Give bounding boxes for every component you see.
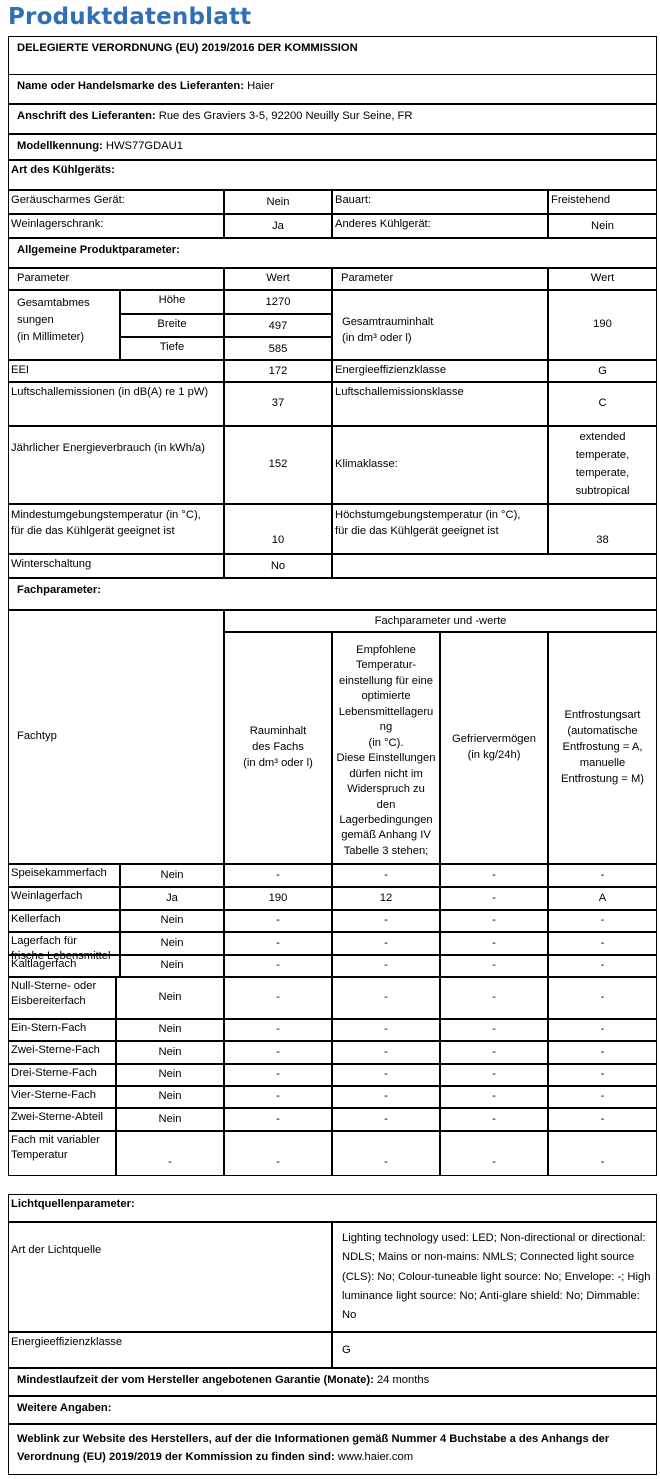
energy-consumption-value: 152 <box>224 426 332 504</box>
compartment-present: - <box>116 1131 224 1176</box>
light-source-type-value: Lighting technology used: LED; Non-directional or directional: NDLS; Mains or non-mains: NMLS; Connected light source (CLS): No; Colour-tuneable light source: No; Envelope: -; High luminance light source: No; Anti-glare shield: No; Dimmable: No <box>332 1222 657 1332</box>
compartment-defrost-type: - <box>548 932 657 955</box>
compartment-name: Lagerfach für frische Lebensmittel <box>8 932 120 955</box>
supplier-address-label: Anschrift des Lieferanten: <box>17 110 156 122</box>
low-noise-label: Geräuscharmes Gerät: <box>8 190 224 214</box>
supplier-address-row <box>8 104 657 134</box>
climate-class-value: extended temperate, temperate, subtropical <box>548 426 657 504</box>
compartment-defrost-type: - <box>548 1108 657 1131</box>
compartment-defrost-type: - <box>548 1131 657 1176</box>
compartment-freezing-capacity: - <box>440 1064 548 1086</box>
compartment-temp: - <box>332 864 440 887</box>
compartment-freezing-capacity: - <box>440 932 548 955</box>
compartment-volume: - <box>224 1064 332 1086</box>
compartment-volume: - <box>224 1131 332 1176</box>
compartment-volume: - <box>224 1108 332 1131</box>
min-ambient-temp-value: 10 <box>224 504 332 554</box>
eei-label: EEI <box>8 360 224 382</box>
compartment-volume: - <box>224 1041 332 1064</box>
compartment-temp: - <box>332 1086 440 1108</box>
light-source-type-label: Art der Lichtquelle <box>8 1222 332 1332</box>
noise-label: Luftschallemissionen (in dB(A) re 1 pW) <box>8 382 224 426</box>
product-data-sheet <box>8 36 657 1475</box>
design-value: Freistehend <box>548 190 657 214</box>
wine-cabinet-value: Ja <box>224 214 332 238</box>
model-id: HWS77GDAU1 <box>105 140 183 152</box>
compartment-freezing-capacity: - <box>440 887 548 910</box>
compartment-volume: - <box>224 1086 332 1108</box>
compartment-present: Nein <box>116 1086 224 1108</box>
compartment-present: Nein <box>120 932 224 955</box>
document-title: Produktdatenblatt <box>8 4 252 30</box>
compartment-defrost-type: - <box>548 1064 657 1086</box>
depth-value: 585 <box>224 337 332 360</box>
further-info-heading: Weitere Angaben: <box>8 1396 657 1424</box>
compartment-name: Zwei-Sterne-Abteil <box>8 1108 116 1131</box>
compartment-params-heading: Fachparameter: <box>8 578 657 610</box>
energy-class-value: G <box>548 360 657 382</box>
recommended-temp-header: Empfohlene Temperatur- einstellung für eine optimierte Lebensmittellageru ng (in °C). Diese Einstellungen dürfen nicht im Widerspruch zu den Lagerbedingungen gemäß Anhang IV Tabelle 3 stehen; <box>332 632 440 864</box>
compartment-present: Nein <box>116 1041 224 1064</box>
compartment-freezing-capacity: - <box>440 1041 548 1064</box>
model-row <box>8 134 657 160</box>
winter-setting-empty <box>332 554 657 578</box>
noise-class-label: Luftschallemissionsklasse <box>332 382 548 426</box>
wine-cabinet-label: Weinlagerschrank: <box>8 214 224 238</box>
weblink-value: www.haier.com <box>337 1450 414 1463</box>
light-energy-class-value: G <box>332 1332 657 1368</box>
width-label: Breite <box>120 314 224 337</box>
compartment-defrost-type: - <box>548 977 657 1019</box>
regulation-title: DELEGIERTE VERORDNUNG (EU) 2019/2016 DER KOMMISSION <box>8 36 657 74</box>
compartment-freezing-capacity: - <box>440 1019 548 1041</box>
dimensions-label: Gesamtabmes sungen (in Millimeter) <box>8 290 120 360</box>
appliance-type-heading: Art des Kühlgeräts: <box>8 160 657 190</box>
compartment-volume: - <box>224 932 332 955</box>
compartment-defrost-type: - <box>548 1086 657 1108</box>
compartment-temp: - <box>332 1041 440 1064</box>
defrost-type-header: Entfrostungsart (automatische Entfrostung = A, manuelle Entfrostung = M) <box>548 632 657 864</box>
noise-class-value: C <box>548 382 657 426</box>
low-noise-value: Nein <box>224 190 332 214</box>
freezing-capacity-header: Gefriervermögen (in kg/24h) <box>440 632 548 864</box>
compartment-present: Nein <box>116 1019 224 1041</box>
weblink-row <box>8 1424 657 1475</box>
height-label: Höhe <box>120 290 224 314</box>
compartment-present: Nein <box>116 1108 224 1131</box>
param-header-left: Parameter <box>8 268 224 290</box>
energy-consumption-label: Jährlicher Energieverbrauch (in kWh/a) <box>8 426 224 504</box>
compartment-temp: - <box>332 910 440 932</box>
supplier-name-label: Name oder Handelsmarke des Lieferanten: <box>17 80 244 92</box>
design-label: Bauart: <box>332 190 548 214</box>
compartment-type-header: Fachtyp <box>8 610 224 864</box>
compartment-present: Ja <box>120 887 224 910</box>
compartment-name: Kellerfach <box>8 910 120 932</box>
compartment-volume: - <box>224 1019 332 1041</box>
value-header-left: Wert <box>224 268 332 290</box>
min-ambient-temp-label: Mindestumgebungstemperatur (in °C), für die das Kühlgerät geeignet ist <box>8 504 224 554</box>
supplier-name-row <box>8 74 657 104</box>
width-value: 497 <box>224 314 332 337</box>
winter-setting-label: Winterschaltung <box>8 554 224 578</box>
compartment-name: Zwei-Sterne-Fach <box>8 1041 116 1064</box>
compartment-name: Vier-Sterne-Fach <box>8 1086 116 1108</box>
compartment-present: Nein <box>120 955 224 977</box>
compartment-group-header: Fachparameter und -werte <box>224 610 657 632</box>
compartment-freezing-capacity: - <box>440 910 548 932</box>
total-volume-label: Gesamtrauminhalt (in dm³ oder l) <box>332 290 548 360</box>
max-ambient-temp-value: 38 <box>548 504 657 554</box>
compartment-defrost-type: - <box>548 1019 657 1041</box>
warranty-value: 24 months <box>376 1374 430 1386</box>
general-params-heading: Allgemeine Produktparameter: <box>8 238 657 268</box>
supplier-address: Rue des Graviers 3-5, 92200 Neuilly Sur Seine, FR <box>158 110 413 122</box>
compartment-freezing-capacity: - <box>440 955 548 977</box>
compartment-volume: - <box>224 910 332 932</box>
compartment-volume: - <box>224 955 332 977</box>
energy-class-label: Energieeffizienzklasse <box>332 360 548 382</box>
compartment-temp: - <box>332 1019 440 1041</box>
param-header-right: Parameter <box>332 268 548 290</box>
compartment-present: Nein <box>120 910 224 932</box>
compartment-temp: - <box>332 1131 440 1176</box>
compartment-name: Weinlagerfach <box>8 887 120 910</box>
compartment-freezing-capacity: - <box>440 1108 548 1131</box>
compartment-defrost-type: A <box>548 887 657 910</box>
compartment-temp: - <box>332 955 440 977</box>
compartment-defrost-type: - <box>548 864 657 887</box>
warranty-label: Mindestlaufzeit der vom Hersteller angebotenen Garantie (Monate): <box>17 1374 374 1386</box>
compartment-defrost-type: - <box>548 910 657 932</box>
compartment-volume: - <box>224 864 332 887</box>
other-appliance-value: Nein <box>548 214 657 238</box>
supplier-name: Haier <box>247 80 274 92</box>
compartment-volume-header: Rauminhalt des Fachs (in dm³ oder l) <box>224 632 332 864</box>
compartment-temp: - <box>332 1064 440 1086</box>
other-appliance-label: Anderes Kühlgerät: <box>332 214 548 238</box>
value-header-right: Wert <box>548 268 657 290</box>
compartment-name: Fach mit variabler Temperatur <box>8 1131 116 1176</box>
compartment-name: Drei-Sterne-Fach <box>8 1064 116 1086</box>
total-volume-value: 190 <box>548 290 657 360</box>
compartment-temp: - <box>332 977 440 1019</box>
light-energy-class-label: Energieeffizienzklasse <box>8 1332 332 1368</box>
compartment-freezing-capacity: - <box>440 1131 548 1176</box>
compartment-name: Speisekammerfach <box>8 864 120 887</box>
compartment-present: Nein <box>116 1064 224 1086</box>
noise-value: 37 <box>224 382 332 426</box>
compartment-freezing-capacity: - <box>440 977 548 1019</box>
compartment-name: Ein-Stern-Fach <box>8 1019 116 1041</box>
weblink-label: Weblink zur Website des Herstellers, auf der die Informationen gemäß Nummer 4 Buchstabe a des Anhangs der Verordnung (EU) 2019/2019 der Kommission zu finden sind: <box>17 1433 610 1463</box>
compartment-temp: 12 <box>332 887 440 910</box>
compartment-name: Null-Sterne- oder Eisbereiterfach <box>8 977 116 1019</box>
compartment-freezing-capacity: - <box>440 864 548 887</box>
compartment-freezing-capacity: - <box>440 1086 548 1108</box>
compartment-present: Nein <box>120 864 224 887</box>
height-value: 1270 <box>224 290 332 314</box>
compartment-volume: 190 <box>224 887 332 910</box>
compartment-defrost-type: - <box>548 955 657 977</box>
compartment-volume: - <box>224 977 332 1019</box>
compartment-name: Kaltlagerfach <box>8 955 120 977</box>
depth-label: Tiefe <box>120 337 224 360</box>
model-label: Modellkennung: <box>17 140 103 152</box>
light-source-heading: Lichtquellenparameter: <box>8 1194 657 1222</box>
compartment-temp: - <box>332 932 440 955</box>
compartment-present: Nein <box>116 977 224 1019</box>
compartment-temp: - <box>332 1108 440 1131</box>
max-ambient-temp-label: Höchstumgebungstemperatur (in °C), für die das Kühlgerät geeignet ist <box>332 504 548 554</box>
winter-setting-value: No <box>224 554 332 578</box>
warranty-row <box>8 1368 657 1396</box>
eei-value: 172 <box>224 360 332 382</box>
compartment-defrost-type: - <box>548 1041 657 1064</box>
climate-class-label: Klimaklasse: <box>332 426 548 504</box>
